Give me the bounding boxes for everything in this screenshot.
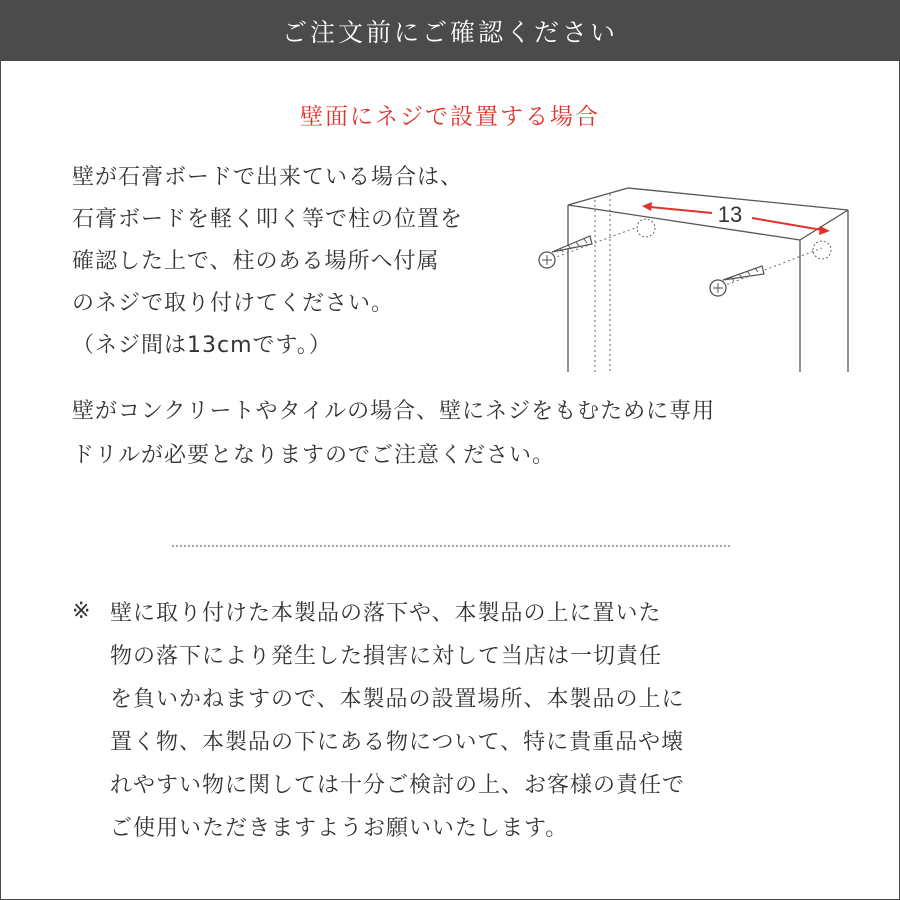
disclaimer-text — [110, 592, 830, 850]
stud-guides — [548, 194, 822, 372]
disclaimer-line: 物の落下により発生した損害に対して当店は一切責任 — [110, 644, 663, 669]
dimension-label: 13 — [717, 202, 743, 227]
note-mark: ※ — [72, 599, 91, 624]
intro-line: のネジで取り付けてください。 — [72, 291, 395, 316]
intro-text — [72, 157, 552, 367]
intro-line: 壁が石膏ボードで出来ている場合は、 — [72, 165, 464, 190]
section-title: 壁面にネジで設置する場合 — [300, 104, 600, 130]
screw-hole-right — [813, 241, 831, 259]
disclaimer-line: 壁に取り付けた本製品の落下や、本製品の上に置いた — [110, 601, 662, 626]
intro-line: 石膏ボードを軽く叩く等で柱の位置を — [72, 207, 464, 232]
disclaimer-line: れやすい物に関しては十分ご検討の上、お客様の責任で — [110, 773, 686, 798]
drill-note — [72, 390, 842, 478]
screw-hole-left — [637, 219, 655, 237]
disclaimer-line: 置く物、本製品の下にある物について、特に貴重品や壊 — [110, 730, 685, 755]
drill-note-line: 壁がコンクリートやタイルの場合、壁にネジをもむために専用 — [72, 399, 716, 424]
intro-line: 確認した上で、柱のある場所へ付属 — [72, 249, 440, 274]
header-bar — [0, 0, 900, 61]
intro-line: （ネジ間は13cmです。） — [72, 333, 332, 358]
dotted-divider — [172, 545, 730, 547]
header-title: ご注文前にご確認ください — [281, 17, 618, 47]
drill-note-line: ドリルが必要となりますのでご注意ください。 — [72, 443, 556, 468]
disclaimer-line: を負いかねますので、本製品の設置場所、本製品の上に — [110, 687, 685, 712]
disclaimer-line: ご使用いただきますようお願いいたします。 — [110, 816, 569, 841]
screw-icon — [539, 236, 592, 268]
wall-mount-diagram — [530, 180, 860, 375]
